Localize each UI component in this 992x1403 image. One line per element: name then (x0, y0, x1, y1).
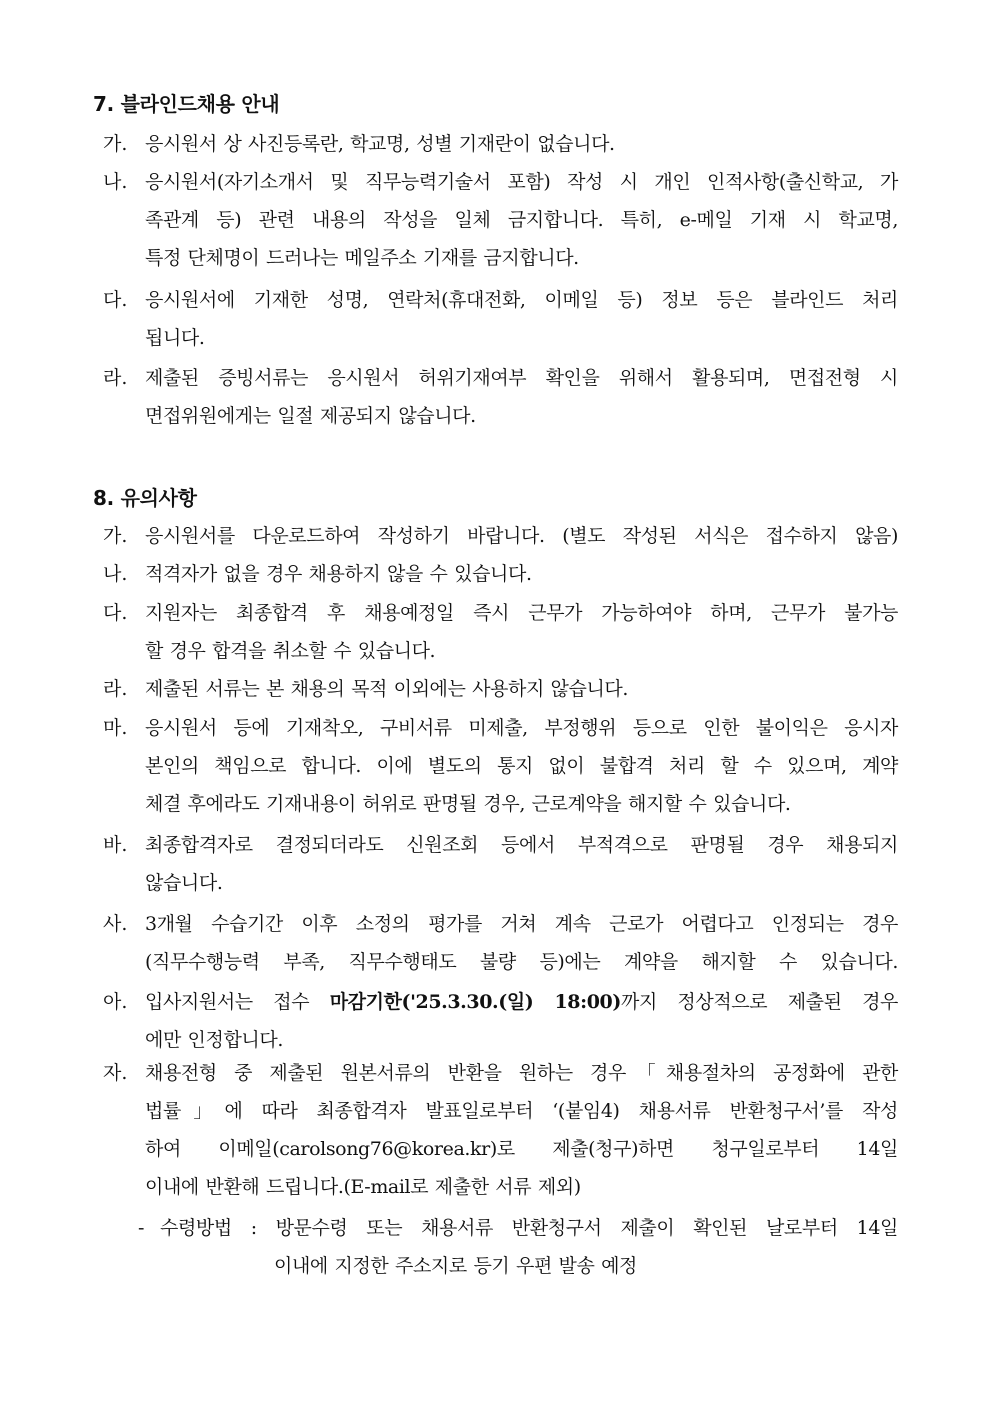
section-8-item-ba: 바. 최종합격자로 결정되더라도 신원조회 등에서 부적격으로 판명될 경우 채용되지 않습니다. (103, 834, 898, 894)
section-7-title: 7. 블라인드채용 안내 (93, 92, 280, 116)
section-8-title: 8. 유의사항 (93, 486, 197, 510)
section-8-item-sa: 사. 3개월 수습기간 이후 소정의 평가를 거쳐 계속 근로가 어렵다고 인정되는 경우 (직무수행능력 부족, 직무수행태도 불량 등)에는 계약을 해지할 수 있습니다. (103, 913, 898, 973)
section-7-item-ra: 라. 제출된 증빙서류는 응시원서 허위기재여부 확인을 위해서 활용되며, 면접전형 시 면접위원에게는 일절 제공되지 않습니다. (103, 367, 898, 427)
section-8-item-na: 나. 적격자가 없을 경우 채용하지 않을 수 있습니다. (103, 563, 532, 585)
section-8-item-da: 다. 지원자는 최종합격 후 채용예정일 즉시 근무가 가능하여야 하며, 근무가 불가능 할 경우 합격을 취소할 수 있습니다. (103, 602, 898, 662)
return-method-note: - 수령방법 : 방문수령 또는 채용서류 반환청구서 제출이 확인된 날로부터 14일 이내에 지정한 주소지로 등기 우편 발송 예정 (138, 1217, 898, 1277)
section-8-item-ra: 라. 제출된 서류는 본 채용의 목적 이외에는 사용하지 않습니다. (103, 678, 629, 700)
section-8-item-a: 아. 입사지원서는 접수 마감기한('25.3.30.(일) 18:00)까지 정상적으로 제출된 경우 에만 인정합니다. (103, 991, 899, 1051)
section-8-item-ma: 마. 응시원서 등에 기재착오, 구비서류 미제출, 부정행위 등으로 인한 불이익은 응시자 본인의 책임으로 합니다. 이에 별도의 통지 없이 불합격 처리 할 수 있으며, 계약 체결 후에라도 기재내용이 허위로 판명될 경우, 근로계약을 해지할 수 있습니다. (103, 717, 898, 815)
section-8-item-ja: 자. 채용전형 중 제출된 원본서류의 반환을 원하는 경우「채용절차의 공정화에 관한 법률」에 따라 최종합격자 발표일로부터 ‘(붙임4) 채용서류 반환청구서’를 작성 하여 이메일(carolsong76@korea.kr)로 제출(청구)하면 청구일로부터 14일 이내에 반환해 드립니다.(E-mail로 제출한 서류 제외) (103, 1062, 898, 1198)
section-7-item-ga: 가. 응시원서 상 사진등록란, 학교명, 성별 기재란이 없습니다. (103, 133, 615, 155)
section-7-item-da: 다. 응시원서에 기재한 성명, 연락처(휴대전화, 이메일 등) 정보 등은 블라인드 처리 됩니다. (103, 289, 898, 349)
section-7-item-na: 나. 응시원서(자기소개서 및 직무능력기술서 포함) 작성 시 개인 인적사항(출신학교, 가 족관계 등) 관련 내용의 작성을 일체 금지합니다. 특히, e-메일 기재 시 학교명, 특정 단체명이 드러나는 메일주소 기재를 금지합니다. (103, 171, 898, 269)
section-8-item-ga: 가. 응시원서를 다운로드하여 작성하기 바랍니다. (별도 작성된 서식은 접수하지 않음) (103, 525, 898, 547)
deadline-text: 마감기한('25.3.30.(일) 18:00) (329, 991, 621, 1013)
